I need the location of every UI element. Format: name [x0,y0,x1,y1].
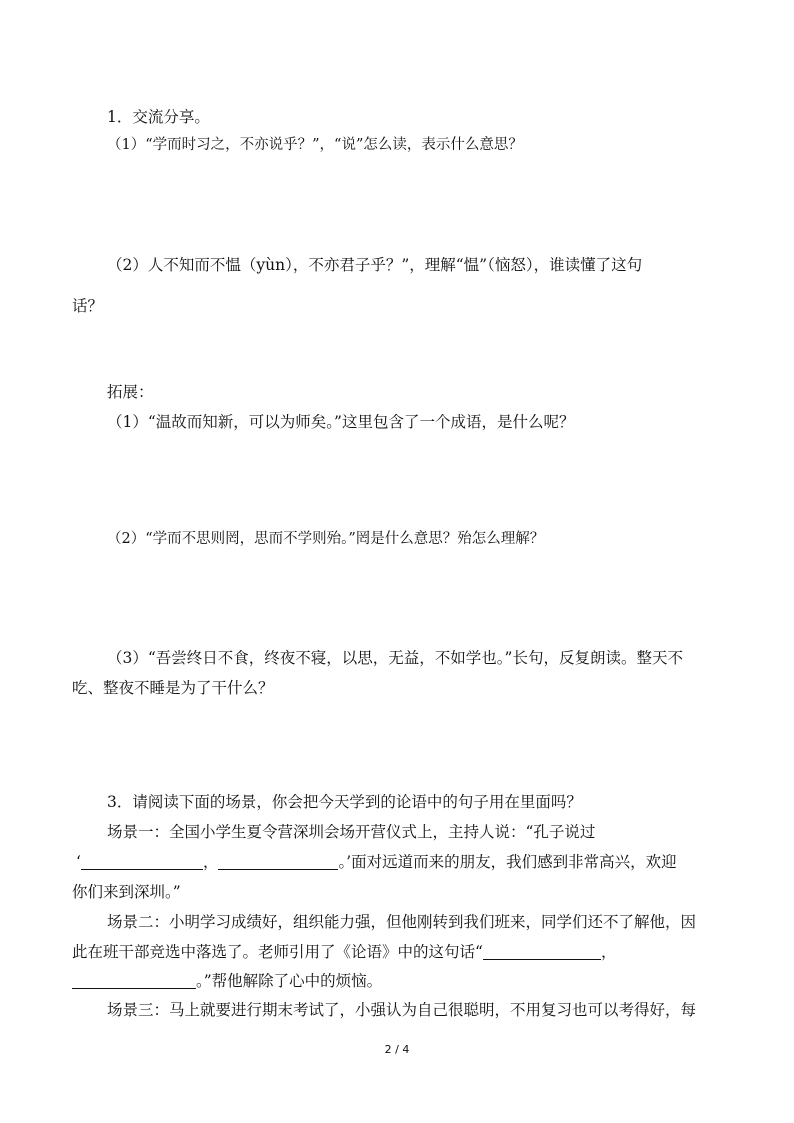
scene-2-line-3-text: 。”帮他解除了心中的烦恼。 [196,972,383,990]
extension-3-line-2: 吃、整夜不睡是为了干什么？ [72,679,274,697]
page-number: 2 / 4 [384,1043,410,1056]
scene-1-line-1: 场景一：全国小学生夏令营深圳会场开营仪式上，主持人说：“孔子说过 [107,823,596,841]
answer-blank-2[interactable] [218,854,338,870]
extension-3-line-1: （3）“吾尝终日不食，终夜不寝，以思，无益，不如学也。”长句，反复朗读。整天不 [107,649,683,667]
scene-2-line-2 [72,942,616,962]
extension-1: （1）“温故而知新，可以为师矣。”这里包含了一个成语，是什么呢？ [107,413,575,431]
comma: ， [202,853,219,871]
comma: ， [600,943,617,961]
quote-open: ‘ [76,853,81,871]
scene-1-line-2 [76,852,677,872]
question-2-line-2: 话？ [72,297,104,315]
extension-2: （2）“学而不思则罔，思而不学则殆。”罔是什么意思？殆怎么理解？ [107,531,545,547]
scene-2-line-2-text: 此在班干部竞选中落选了。老师引用了《论语》中的这句话“ [72,943,483,961]
question-2-line-1: （2）人不知而不愠（yùn），不亦君子乎？”，理解“愠”（恼怒），谁读懂了这句 [107,256,643,274]
section1-heading: 1．交流分享。 [107,108,210,126]
answer-blank-4[interactable] [72,973,196,989]
section3-heading: 3．请阅读下面的场景，你会把今天学到的论语中的句子用在里面吗？ [107,793,582,811]
scene-1-line-2-text: 。’面对远道而来的朋友，我们感到非常高兴，欢迎 [338,853,677,871]
scene-1-line-3: 你们来到深圳。” [72,883,181,901]
scene-2-line-1: 场景二：小明学习成绩好，组织能力强，但他刚转到我们班来，同学们还不了解他，因 [107,913,697,931]
scene-3-line-1: 场景三：马上就要进行期末考试了，小强认为自己很聪明，不用复习也可以考得好，每 [107,1001,697,1019]
extension-heading: 拓展： [107,383,154,401]
answer-blank-1[interactable] [81,854,203,870]
question-1: （1）“学而时习之，不亦说乎？”，“说”怎么读，表示什么意思？ [107,137,523,153]
answer-blank-3[interactable] [483,944,601,960]
scene-2-line-3 [72,971,382,991]
